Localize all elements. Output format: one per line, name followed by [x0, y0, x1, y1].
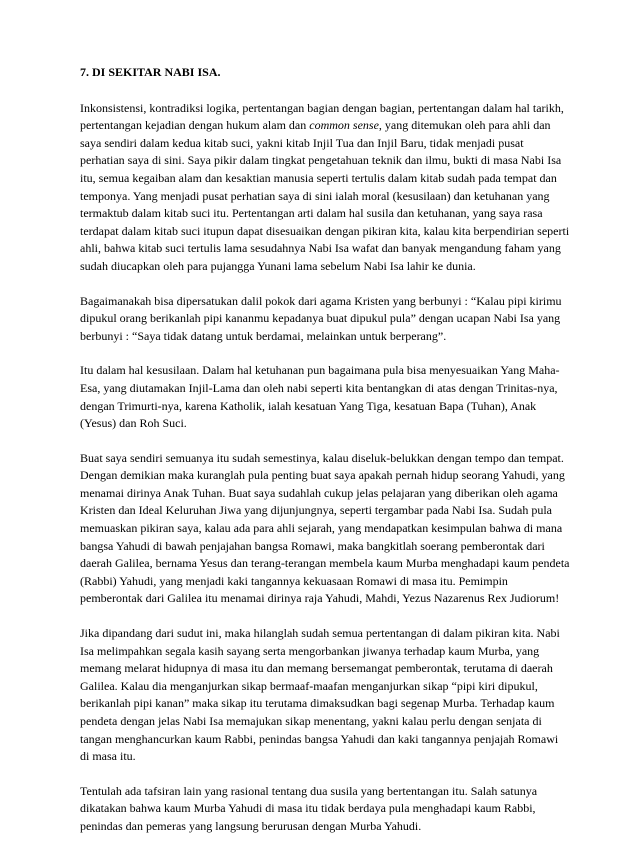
paragraph-1 [80, 100, 570, 276]
paragraph-5: Jika dipandang dari sudut ini, maka hilanglah sudah semua pertentangan di dalam pikiran kita. Nabi Isa melimpahkan segala kasih sayang serta mengorbankan jiwanya terhadap kaum Murba, yang memang melarat hidupnya di masa itu dan memang bersemangat pemberontak, terutama di daerah Galilea. Kalau dia menganjurkan sikap bermaaf-maafan menganjurkan sikap “pipi kiri dipukul, berikanlah pipi kanan” maka sikap itu terutama dimaksudkan bagi segenap Murba. Terhadap kaum pendeta dengan jelas Nabi Isa memajukan sikap menentang, yakni kalau perlu dengan senjata di tangan menghancurkan kaum Rabbi, penindas bangsa Yahudi dan kaki tangannya penjajah Romawi di masa itu. [80, 626, 560, 764]
paragraph-1-italic: common sense [309, 118, 379, 133]
paragraph-6: Tentulah ada tafsiran lain yang rasional tentang dua susila yang bertentangan itu. Salah satunya dikatakan bahwa kaum Murba Yahudi di masa itu tidak berdaya pula menghadapi kaum Rabbi, penindas dan pemeras yang langsung berurusan dengan Murba Yahudi. [80, 783, 538, 833]
paragraph-3: Itu dalam hal kesusilaan. Dalam hal ketuhanan pun bagaimana pula bisa menyesuaikan Yang Maha-Esa, yang diutamakan Injil-Lama dan oleh nabi seperti kita bentangkan di atas dengan Trinitas-nya, dengan Trimurti-nya, karena Katholik, ialah kesatuan Yang Tiga, kesatuan Bapa (Tuhan), Anak (Yesus) dan Roh Suci. [80, 363, 560, 431]
paragraph-1-text-b: , yang ditemukan oleh para ahli dan saya sendiri dalam kedua kitab suci, yakni kitab Injil Tua dan Injil Baru, tidak menjadi pusat perhatian saya di sini. Saya pikir dalam tingkat pengetahuan teknik dan ilmu, bukti di masa Nabi Isa itu, semua kegaiban alam dan kesaktian manusia seperti tertulis dalam kitab sudah pada tempat dan temponya. Yang menjadi pusat perhatian saya di sini ialah moral (kesusilaan) dan ketuhanan yang termaktub dalam kitab suci itu. Pertentangan arti dalam hal susila dan ketuhanan, yang saya rasa terdapat dalam kitab suci itupun dapat disesuaikan dengan pikiran kita, kalau kita berpendirian seperti ahli, bahwa kitab suci tertulis lama sesudahnya Nabi Isa wafat dan banyak mengandung faham yang sudah diucapkan oleh para pujangga Yunani lama sebelum Nabi Isa lahir ke dunia. [80, 118, 570, 273]
document-page [80, 64, 570, 853]
paragraph-2: Bagaimanakah bisa dipersatukan dalil pokok dari agama Kristen yang berbunyi : “Kalau pipi kirimu dipukul orang berikanlah pipi kananmu kepadanya buat dipukul pula” dengan ucapan Nabi Isa yang berbunyi : “Saya tidak datang untuk berdamai, melainkan untuk berperang”. [80, 293, 562, 343]
paragraph-4: Buat saya sendiri semuanya itu sudah semestinya, kalau diseluk-belukkan dengan tempo dan tempat. Dengan demikian maka kuranglah pula penting buat saya apakah pernah hidup seorang Yahudi, yang menamai dirinya Anak Tuhan. Buat saya sudahlah cukup jelas pelajaran yang diberikan oleh agama Kristen dan Ideal Keluruhan Jiwa yang dijunjungnya, seperti tergambar pada Nabi Isa. Sudah pula memuaskan pikiran saya, kalau ada para ahli sejarah, yang mendapatkan kesimpulan bahwa di mana bangsa Yahudi di bawah penjajahan bangsa Romawi, maka bangkitlah soerang pemberontak dari daerah Galilea, bernama Yesus dan terang-terangan membela kaum Murba menghadapi kaum pendeta (Rabbi) Yahudi, yang menjadi kaki tangannya kekuasaan Romawi di masa itu. Pemimpin pemberontak dari Galilea itu menamai dirinya raja Yahudi, Mahdi, Yezus Nazarenus Rex Judiorum! [80, 450, 570, 606]
paragraph-1-text-a: Inkonsistensi, kontradiksi logika, pertentangan bagian dengan bagian, pertentangan dalam hal tarikh, pertentangan kejadian dengan hukum alam dan [80, 100, 564, 133]
section-heading: 7. DI SEKITAR NABI ISA. [80, 65, 221, 79]
